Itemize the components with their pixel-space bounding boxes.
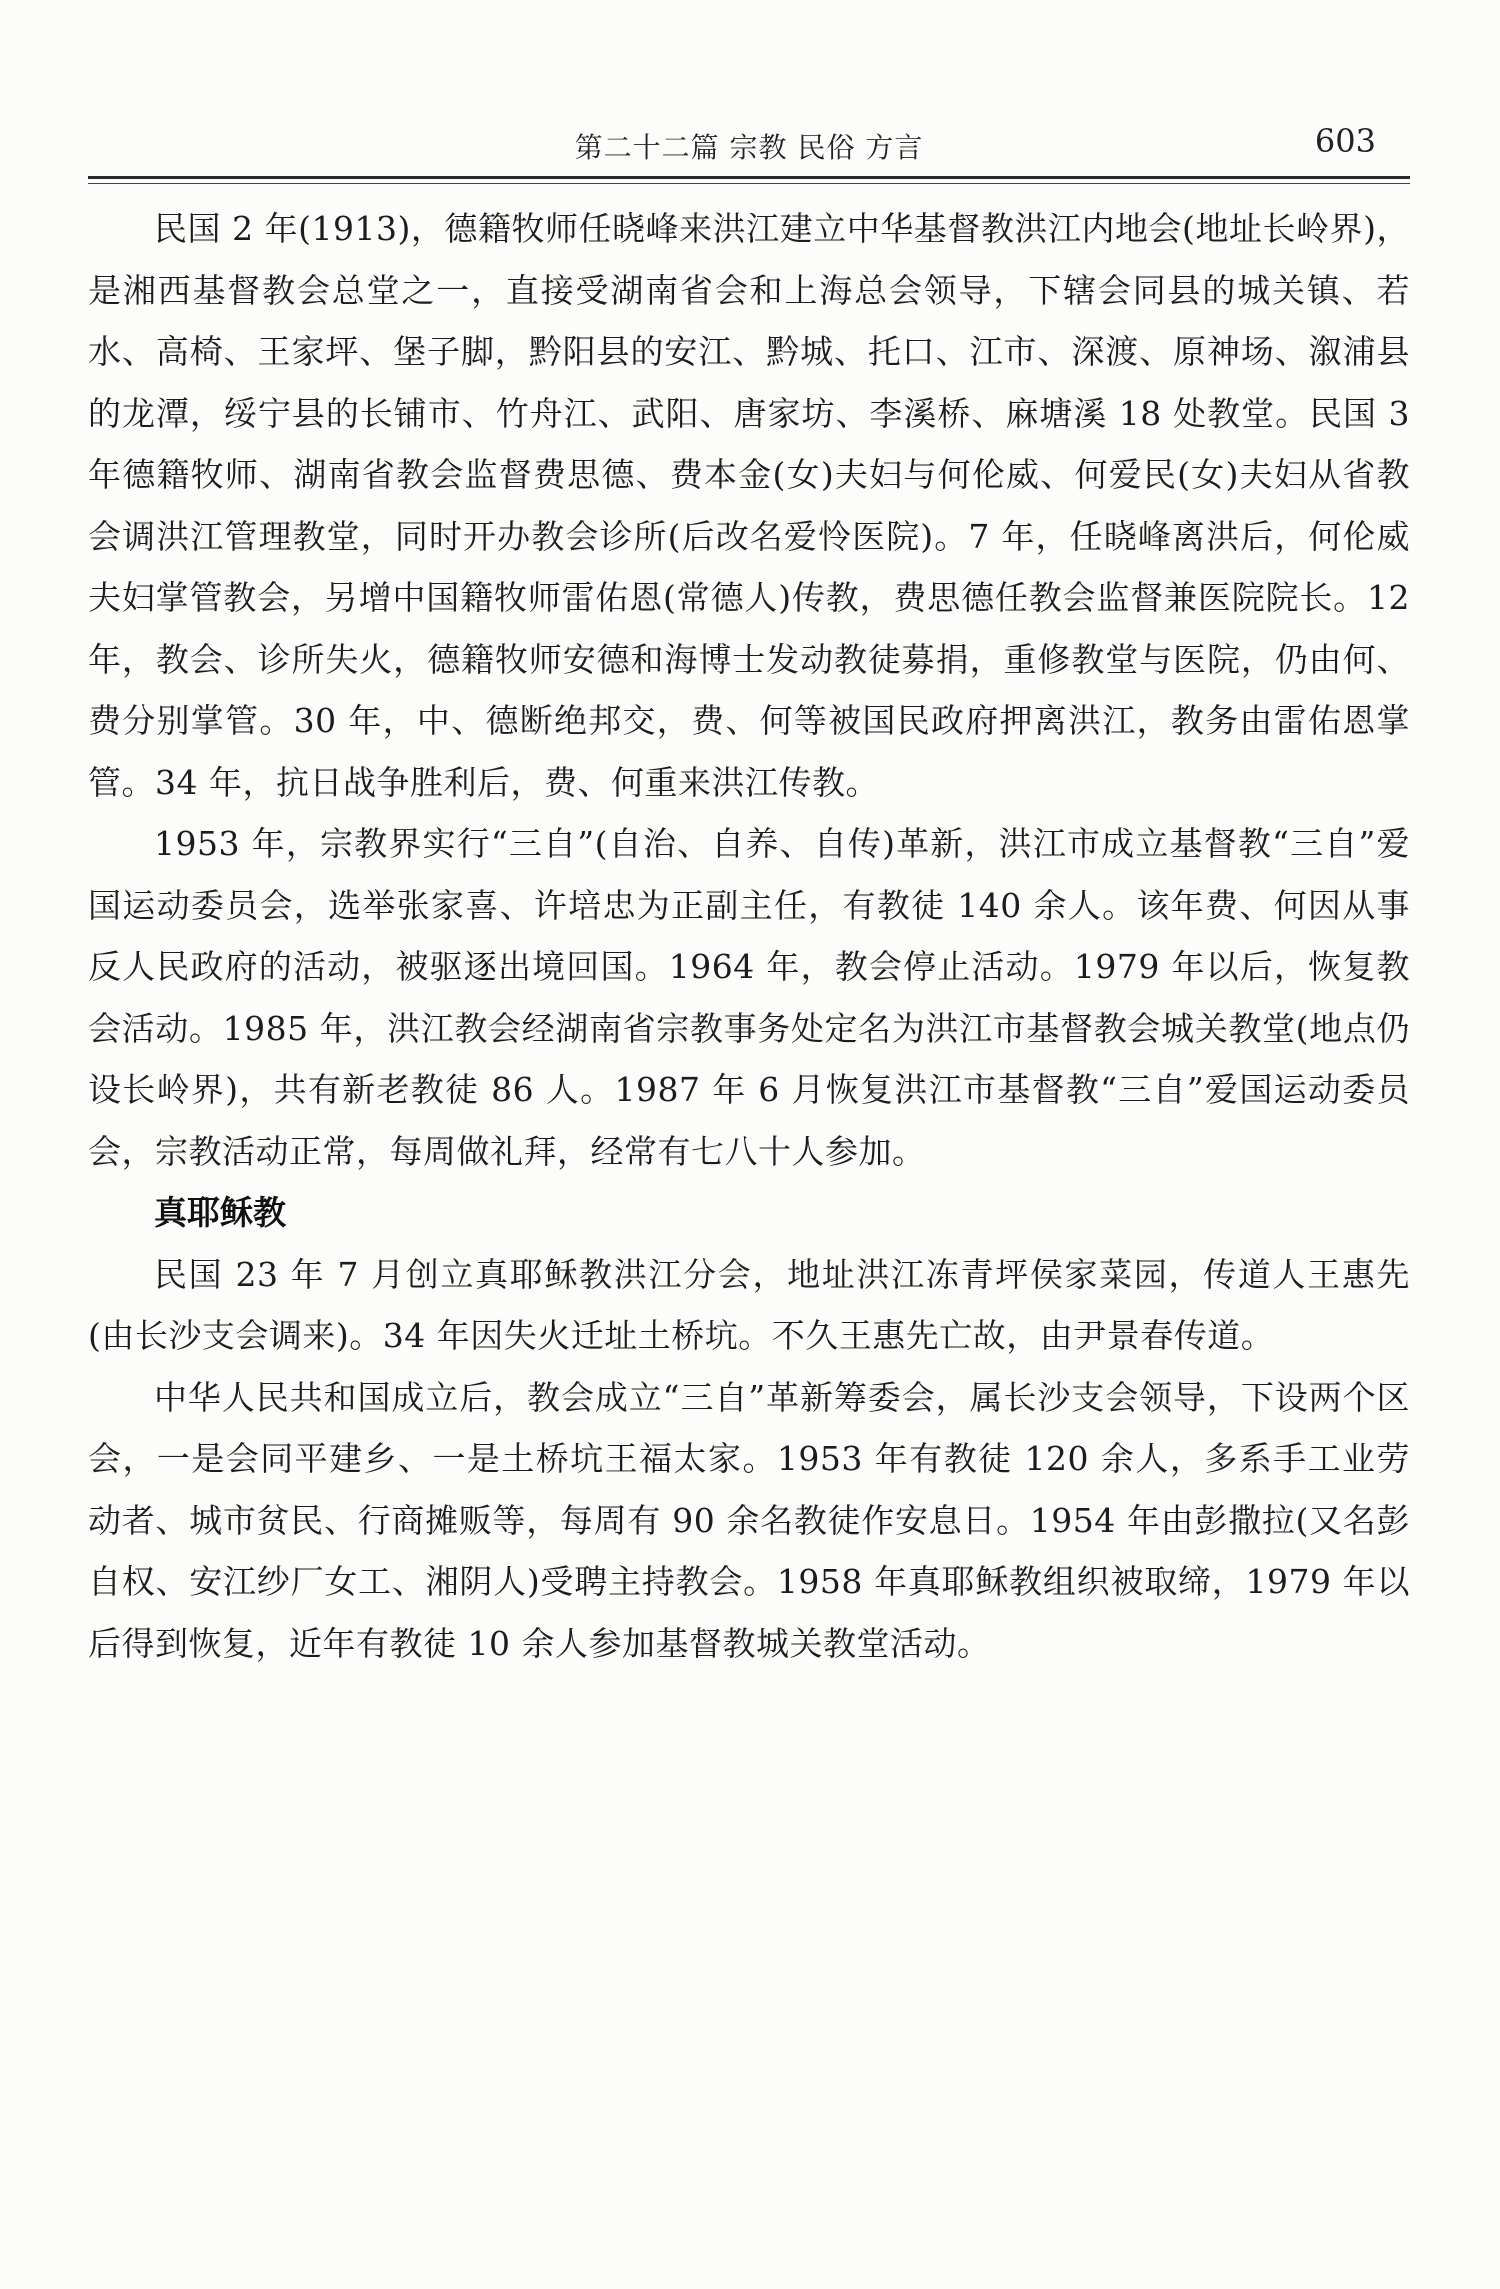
chapter-title: 第二十二篇 宗教 民俗 方言 (574, 131, 924, 164)
paragraph-true-jesus-after-1949: 中华人民共和国成立后，教会成立“三自”革新筹委会，属长沙支会领导，下设两个区会，一是会同平建乡、一是土桥坑王福太家。1953 年有教徒 120 余人，多系手工业劳动者、城市贫民、行商摊贩等，每周有 90 余名教徒作安息日。1954 年由彭撒拉(又名彭自权、安江纱厂女工、湘阴人)受聘主持教会。1958 年真耶稣教组织被取缔，1979 年以后得到恢复，近年有教徒 10 余人参加基督教城关教堂活动。 (88, 1377, 1410, 1663)
page-number: 603 (1314, 122, 1376, 160)
header-rule-thick (88, 176, 1410, 179)
header-rule-thin (88, 183, 1410, 184)
paragraph-inland-mission-history: 民国 2 年(1913)，德籍牧师任晓峰来洪江建立中华基督教洪江内地会(地址长岭界)，是湘西基督教会总堂之一，直接受湖南省会和上海总会领导，下辖会同县的城关镇、若水、高椅、王家坪、堡子脚，黔阳县的安江、黔城、托口、江市、深渡、原神场、溆浦县的龙潭，绥宁县的长铺市、竹舟江、武阳、唐家坊、李溪桥、麻塘溪 18 处教堂。民国 3 年德籍牧师、湖南省教会监督费思德、费本金(女)夫妇与何伦威、何爱民(女)夫妇从省教会调洪江管理教堂，同时开办教会诊所(后改名爱怜医院)。7 年，任晓峰离洪后，何伦威夫妇掌管教会，另增中国籍牧师雷佑恩(常德人)传教，费思德任教会监督兼医院院长。12 年，教会、诊所失火，德籍牧师安德和海博士发动教徒募捐，重修教堂与医院，仍由何、费分别掌管。30 年，中、德断绝邦交，费、何等被国民政府押离洪江，教务由雷佑恩掌管。34 年，抗日战争胜利后，费、何重来洪江传教。 (88, 209, 1410, 802)
section-heading-true-jesus-church: 真耶稣教 (154, 1193, 286, 1232)
body-text (88, 198, 1410, 1674)
paragraph-true-jesus-founding: 民国 23 年 7 月创立真耶稣教洪江分会，地址洪江冻青坪侯家菜园，传道人王惠先(由长沙支会调来)。34 年因失火迁址土桥坑。不久王惠先亡故，由尹景春传道。 (88, 1254, 1410, 1355)
running-header (88, 122, 1410, 172)
paragraph-three-self-movement: 1953 年，宗教界实行“三自”(自治、自养、自传)革新，洪江市成立基督教“三自”爱国运动委员会，选举张家喜、许培忠为正副主任，有教徒 140 余人。该年费、何因从事反人民政府的活动，被驱逐出境回国。1964 年，教会停止活动。1979 年以后，恢复教会活动。1985 年，洪江教会经湖南省宗教事务处定名为洪江市基督教会城关教堂(地点仍设长岭界)，共有新老教徒 86 人。1987 年 6 月恢复洪江市基督教“三自”爱国运动委员会，宗教活动正常，每周做礼拜，经常有七八十人参加。 (88, 824, 1410, 1171)
